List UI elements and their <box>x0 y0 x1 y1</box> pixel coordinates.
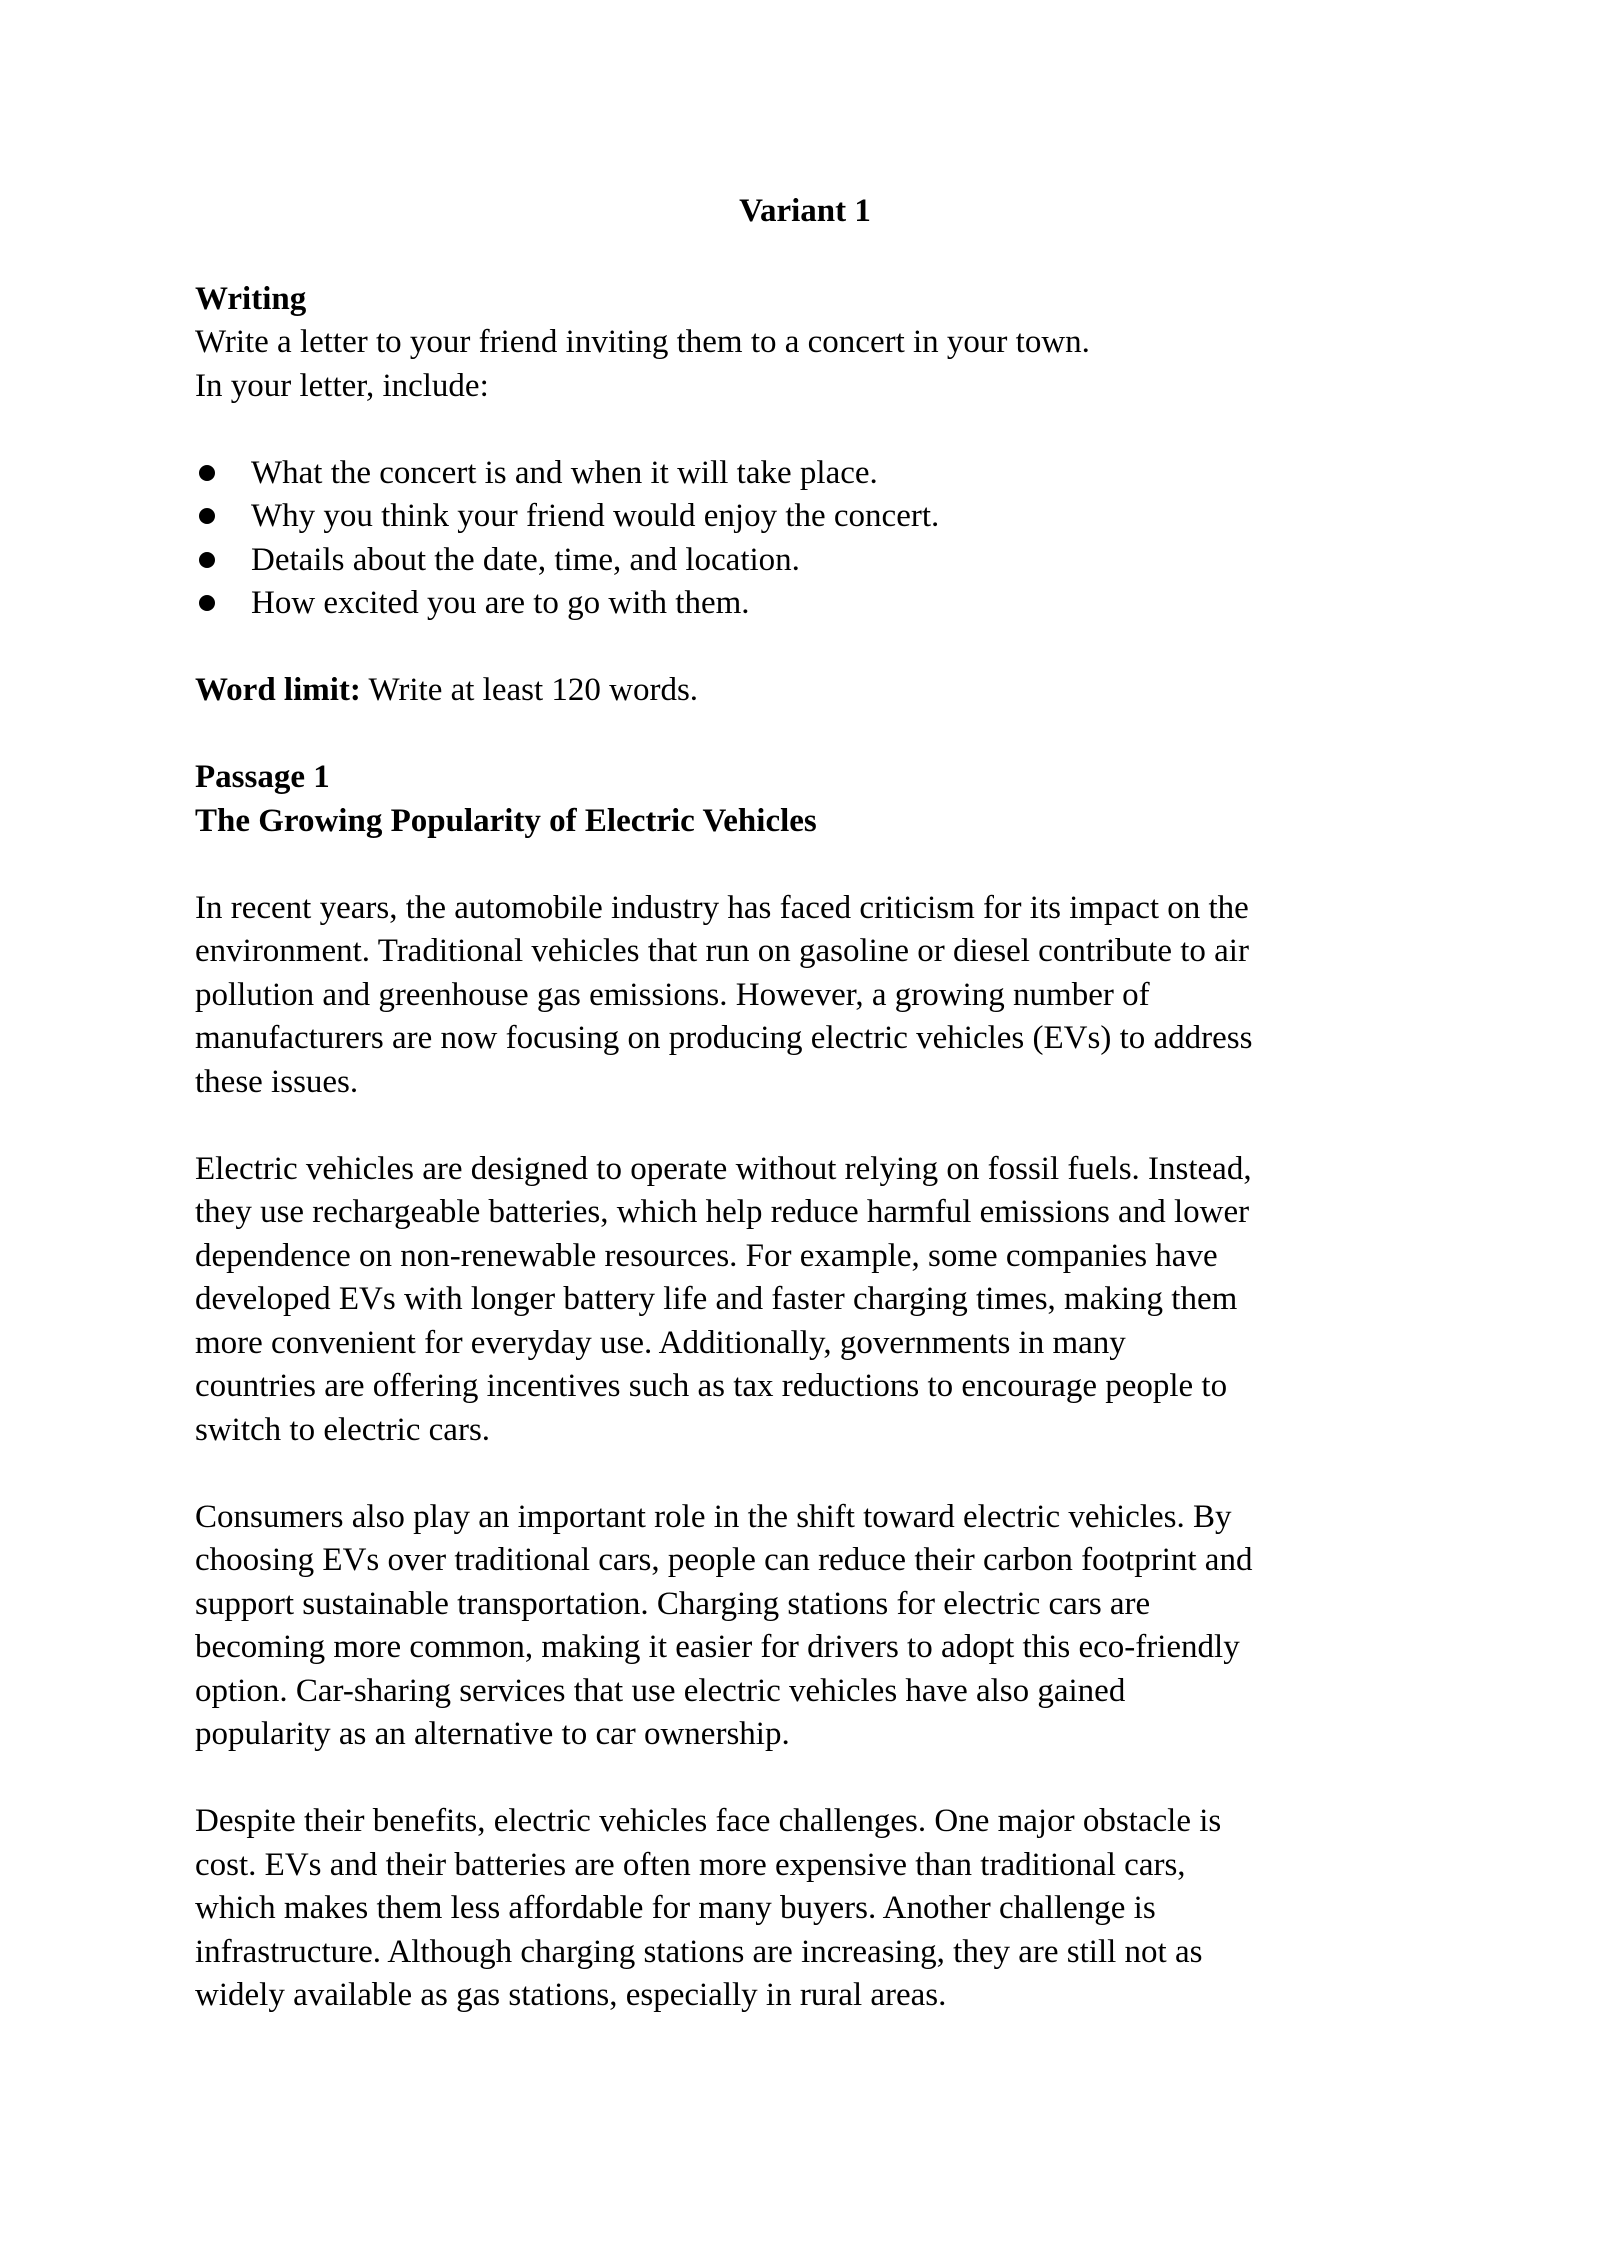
bullet-dot-icon <box>199 595 215 611</box>
paragraph-line: Electric vehicles are designed to operate without relying on fossil fuels. Instead, <box>195 1150 1252 1187</box>
writing-instruction-line: In your letter, include: <box>195 367 489 404</box>
spacer <box>195 713 1415 757</box>
bullet-text: Details about the date, time, and location. <box>251 541 800 578</box>
passage-section <box>195 756 1415 2018</box>
bullet-dot-icon <box>199 552 215 568</box>
paragraph-line: dependence on non-renewable resources. For example, some companies have <box>195 1237 1218 1274</box>
bullet-item <box>195 452 1415 496</box>
bullet-text: What the concert is and when it will take place. <box>251 454 878 491</box>
word-limit-text: Write at least 120 words. <box>360 672 699 708</box>
bullet-item <box>195 582 1415 626</box>
passage-paragraph-2 <box>195 1148 1415 1453</box>
writing-heading: Writing <box>195 280 307 317</box>
document-title-text: Variant 1 <box>739 193 871 229</box>
paragraph-line: more convenient for everyday use. Additionally, governments in many <box>195 1324 1126 1361</box>
word-limit <box>195 669 1415 713</box>
paragraph-line: countries are offering incentives such as tax reductions to encourage people to <box>195 1368 1228 1404</box>
paragraph-line: Consumers also play an important role in the shift toward electric vehicles. By <box>195 1498 1232 1535</box>
writing-section <box>195 278 1415 757</box>
document-title <box>195 190 1415 234</box>
paragraph-line: they use rechargeable batteries, which help reduce harmful emissions and lower <box>195 1194 1250 1230</box>
bullet-text: Why you think your friend would enjoy the concert. <box>251 498 940 534</box>
paragraph-line: developed EVs with longer battery life and faster charging times, making them <box>195 1281 1238 1317</box>
paragraph-line: environment. Traditional vehicles that run on gasoline or diesel contribute to air <box>195 933 1249 969</box>
paragraph-line: Despite their benefits, electric vehicles face challenges. One major obstacle is <box>195 1803 1222 1839</box>
paragraph-line: cost. EVs and their batteries are often more expensive than traditional cars, <box>195 1846 1186 1883</box>
spacer <box>195 408 1415 452</box>
document-page <box>195 190 1415 2061</box>
writing-instruction-line: Write a letter to your friend inviting them to a concert in your town. <box>195 324 1090 360</box>
passage-paragraph-3 <box>195 1496 1415 1757</box>
word-limit-label: Word limit: <box>195 672 361 708</box>
paragraph-line: which makes them less affordable for many buyers. Another challenge is <box>195 1890 1156 1926</box>
passage-title: The Growing Popularity of Electric Vehicles <box>195 802 817 839</box>
paragraph-line: these issues. <box>195 1063 359 1100</box>
paragraph-line: option. Car-sharing services that use electric vehicles have also gained <box>195 1672 1126 1709</box>
paragraph-line: pollution and greenhouse gas emissions. However, a growing number of <box>195 976 1150 1013</box>
paragraph-line: manufacturers are now focusing on producing electric vehicles (EVs) to address <box>195 1020 1253 1056</box>
bullet-text: How excited you are to go with them. <box>251 585 750 621</box>
bullet-item <box>195 539 1415 583</box>
bullet-dot-icon <box>199 465 215 481</box>
passage-label: Passage 1 <box>195 759 330 795</box>
paragraph-line: becoming more common, making it easier for drivers to adopt this eco-friendly <box>195 1629 1240 1665</box>
paragraph-line: choosing EVs over traditional cars, people can reduce their carbon footprint and <box>195 1542 1253 1578</box>
writing-bullet-list <box>195 452 1415 626</box>
paragraph-line: popularity as an alternative to car ownership. <box>195 1716 790 1752</box>
bullet-item <box>195 495 1415 539</box>
paragraph-line: infrastructure. Although charging stations are increasing, they are still not as <box>195 1933 1203 1970</box>
spacer <box>195 626 1415 670</box>
paragraph-line: support sustainable transportation. Charging stations for electric cars are <box>195 1585 1151 1622</box>
paragraph-line: widely available as gas stations, especially in rural areas. <box>195 1977 947 2013</box>
spacer <box>195 843 1415 887</box>
paragraph-line: switch to electric cars. <box>195 1411 491 1448</box>
passage-paragraph-1 <box>195 887 1415 1105</box>
paragraph-line: In recent years, the automobile industry has faced criticism for its impact on the <box>195 889 1249 926</box>
bullet-dot-icon <box>199 508 215 524</box>
passage-paragraph-4 <box>195 1800 1415 2018</box>
